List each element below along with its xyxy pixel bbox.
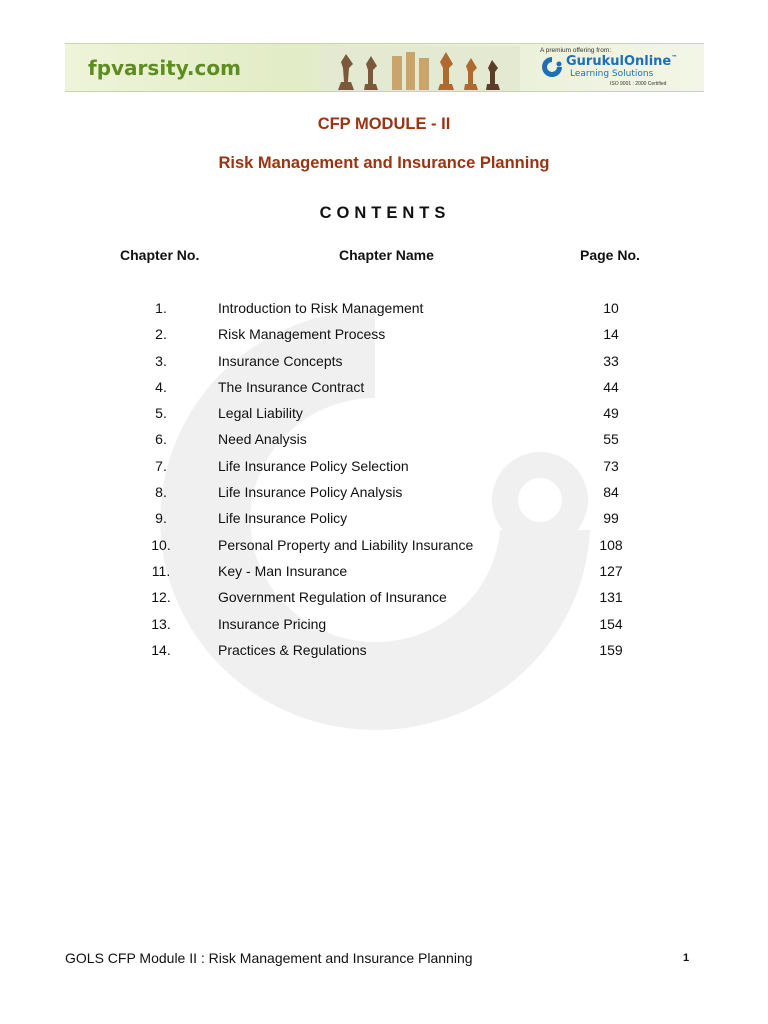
chapter-page: 14 [603, 326, 619, 343]
chapter-number: 3. [155, 352, 167, 369]
page-footer: GOLS CFP Module II : Risk Management and Insurance Planning [65, 950, 473, 966]
toc-row[interactable] [0, 379, 768, 405]
chapter-name: Government Regulation of Insurance [218, 589, 447, 606]
chapter-page: 55 [603, 431, 619, 448]
module-title: CFP MODULE - II [317, 115, 451, 133]
header-chapter-name: Chapter Name [339, 247, 434, 263]
chapter-number: 2. [155, 326, 167, 343]
chapter-page: 84 [603, 484, 619, 501]
header-banner [65, 43, 704, 92]
header-chapter-no: Chapter No. [120, 247, 200, 263]
chapter-page: 108 [599, 536, 623, 553]
chapter-number: 14. [151, 641, 171, 658]
module-subtitle: Risk Management and Insurance Planning [218, 154, 550, 172]
contents-table [0, 300, 768, 668]
chapter-name: Insurance Pricing [218, 615, 327, 632]
chapter-page: 99 [603, 510, 619, 527]
chapter-number: 11. [151, 562, 171, 579]
toc-row[interactable] [0, 563, 768, 589]
chapter-name: Insurance Concepts [218, 352, 343, 369]
toc-row[interactable] [0, 484, 768, 510]
toc-row[interactable] [0, 300, 768, 326]
partner-subtitle: Learning Solutions [570, 69, 654, 79]
chapter-number: 9. [155, 510, 167, 527]
chapter-name: Life Insurance Policy Selection [218, 457, 409, 474]
toc-row[interactable] [0, 431, 768, 457]
toc-row[interactable] [0, 537, 768, 563]
chapter-number: 6. [155, 431, 167, 448]
chapter-page: 127 [599, 562, 623, 579]
chapter-page: 131 [599, 589, 623, 606]
chapter-name: The Insurance Contract [218, 378, 365, 395]
chapter-page: 49 [603, 405, 619, 422]
chapter-number: 5. [155, 405, 167, 422]
chapter-page: 33 [603, 352, 619, 369]
chapter-number: 8. [155, 484, 167, 501]
toc-row[interactable] [0, 326, 768, 352]
chapter-number: 7. [155, 457, 167, 474]
chapter-name: Personal Property and Liability Insurance [218, 536, 474, 553]
chapter-page: 73 [603, 457, 619, 474]
chapter-name: Legal Liability [218, 405, 303, 422]
offer-text: A premium offering from: [540, 47, 612, 54]
toc-row[interactable] [0, 458, 768, 484]
toc-row[interactable] [0, 405, 768, 431]
chapter-name: Life Insurance Policy Analysis [218, 484, 403, 501]
contents-heading: CONTENTS [319, 204, 451, 222]
chapter-name: Life Insurance Policy [218, 510, 348, 527]
chapter-page: 44 [603, 378, 619, 395]
page-number: 1 [683, 952, 690, 964]
chapter-name: Need Analysis [218, 431, 307, 448]
chapter-number: 10. [151, 536, 171, 553]
toc-row[interactable] [0, 353, 768, 379]
header-page-no: Page No. [580, 247, 640, 263]
chess-pieces-icon [320, 46, 520, 91]
chapter-number: 13. [151, 615, 171, 632]
chapter-page: 154 [599, 615, 623, 632]
gurukul-c-logo-icon [541, 56, 563, 78]
chapter-number: 12. [151, 589, 171, 606]
chapter-name: Risk Management Process [218, 326, 386, 343]
chapter-page: 10 [603, 300, 619, 316]
toc-row[interactable] [0, 510, 768, 536]
chapter-number: 4. [155, 378, 167, 395]
brand-logo[interactable]: fpvarsity.com [88, 56, 241, 80]
chapter-name: Key - Man Insurance [218, 562, 348, 579]
toc-row[interactable] [0, 616, 768, 642]
toc-row[interactable] [0, 642, 768, 668]
chapter-page: 159 [599, 641, 623, 658]
chapter-name: Practices & Regulations [218, 641, 367, 658]
chapter-number: 1. [155, 300, 167, 316]
partner-name: GurukulOnline™ [566, 54, 678, 69]
chapter-name: Introduction to Risk Management [218, 300, 424, 316]
toc-row[interactable] [0, 589, 768, 615]
iso-text: ISO 9001 : 2000 Certified [610, 81, 667, 87]
